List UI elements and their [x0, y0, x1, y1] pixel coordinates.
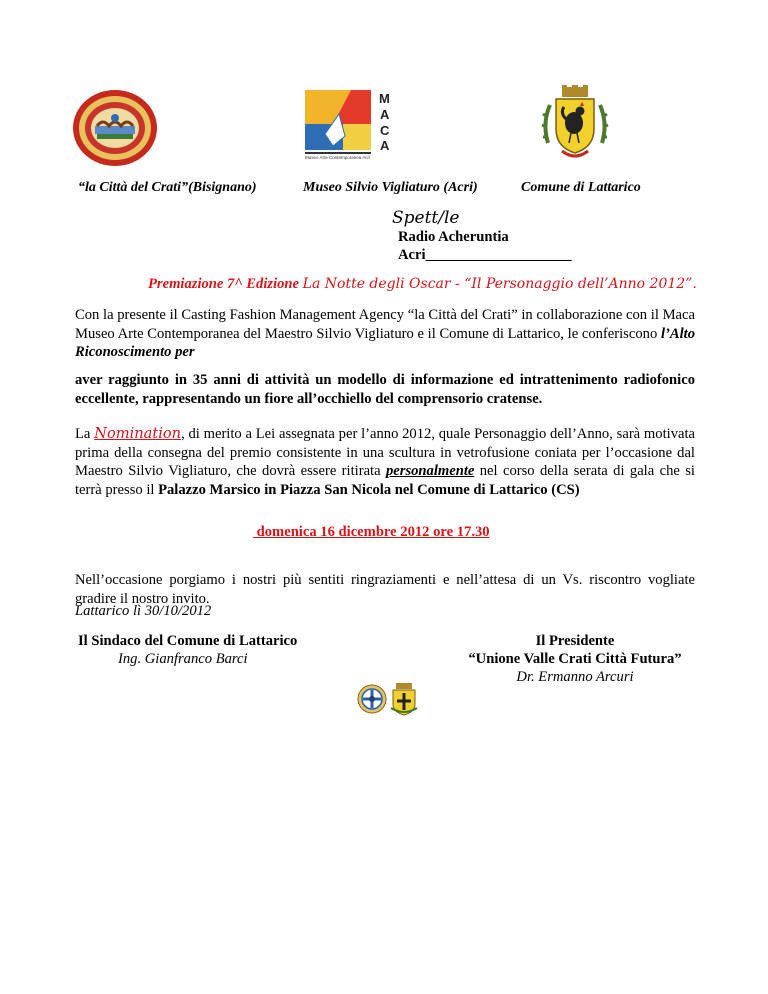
- intro-text: Con la presente il Casting Fashion Management Agency “la Città del Crati” in collaborazione con il Maca Museo Arte Contemporanea del Maestro Silvio Vigliaturo e il Comune di Lattarico, le conferiscono: [75, 307, 695, 342]
- recipient-name: Radio Acheruntia: [398, 229, 509, 245]
- paragraph-achievement: aver raggiunto in 35 anni di attività un modello di informazione ed intrattenimento radiofonico eccellente, rappresentando un fiore all’occhiello del comprensorio cratense.: [75, 372, 695, 407]
- paragraph-nomination: [75, 425, 695, 499]
- event-date: domenica 16 dicembre 2012 ore 17.30: [253, 524, 490, 540]
- paragraph-thanks: Nell’occasione porgiamo i nostri più sentiti ringraziamenti e nell’attesa di un Vs. riscontro vogliate gradire il nostro invito.: [75, 572, 695, 607]
- nomination-personal: personalmente: [385, 463, 475, 479]
- citta-del-crati-seal: [70, 88, 160, 168]
- recipient-city-line: [398, 247, 572, 264]
- caption-maca: Museo Silvio Vigliaturo (Acri): [303, 180, 478, 195]
- signature-right-org: “Unione Valle Crati Città Futura”: [468, 651, 682, 667]
- maca-letter-a1: A: [380, 107, 390, 122]
- maca-logo: [303, 88, 413, 160]
- maca-letter-c: C: [380, 123, 390, 138]
- nomination-lead: La: [75, 426, 95, 442]
- subject-event: La Notte degli Oscar - “Il Personaggio dell’Anno 2012”.: [302, 276, 697, 292]
- regione-calabria-emblem: [357, 684, 387, 714]
- recipient-underline: ____________________: [425, 247, 572, 263]
- subject-line: [148, 276, 697, 293]
- recipient-salutation: Spett/le: [392, 208, 460, 228]
- lattarico-coat-of-arms: [540, 83, 610, 163]
- maca-subtitle: Museo Arte Contemporanea Acri: [305, 155, 371, 160]
- signature-right-name: Dr. Ermanno Arcuri: [516, 669, 634, 685]
- caption-citta-del-crati: “la Città del Crati”(Bisignano): [78, 180, 257, 195]
- nomination-place: Palazzo Marsico in Piazza San Nicola nel Comune di Lattarico (CS): [158, 481, 580, 498]
- signature-right-title: Il Presidente: [535, 633, 615, 649]
- place-date: Lattarico lì 30/10/2012: [75, 603, 212, 619]
- intro-emphasis: l’Alto Riconoscimento per: [75, 325, 695, 360]
- paragraph-intro: [75, 306, 695, 362]
- signature-left-name: Ing. Gianfranco Barci: [118, 651, 248, 667]
- recipient-city: Acri: [398, 247, 426, 263]
- maca-letter-m: M: [379, 91, 390, 106]
- nomination-text: , di merito a Lei assegnata per l’anno 2012, quale Personaggio dell’Anno, sarà motivata prima della consegna del premio consistente in una scultura in vetrofusione coniata per l’occasione dal Maestro Silvio Vigliaturo, che dovrà essere ritirata: [75, 426, 695, 479]
- nomination-text-2: nel corso della serata di gala che si terrà presso il: [75, 463, 695, 498]
- subject-prefix: Premiazione 7^ Edizione: [148, 276, 303, 292]
- caption-lattarico: Comune di Lattarico: [521, 180, 641, 195]
- provincia-cosenza-emblem: [388, 682, 420, 716]
- signature-left-title: Il Sindaco del Comune di Lattarico: [78, 633, 298, 649]
- nomination-word: Nomination: [94, 425, 182, 442]
- maca-letter-a2: A: [380, 138, 390, 153]
